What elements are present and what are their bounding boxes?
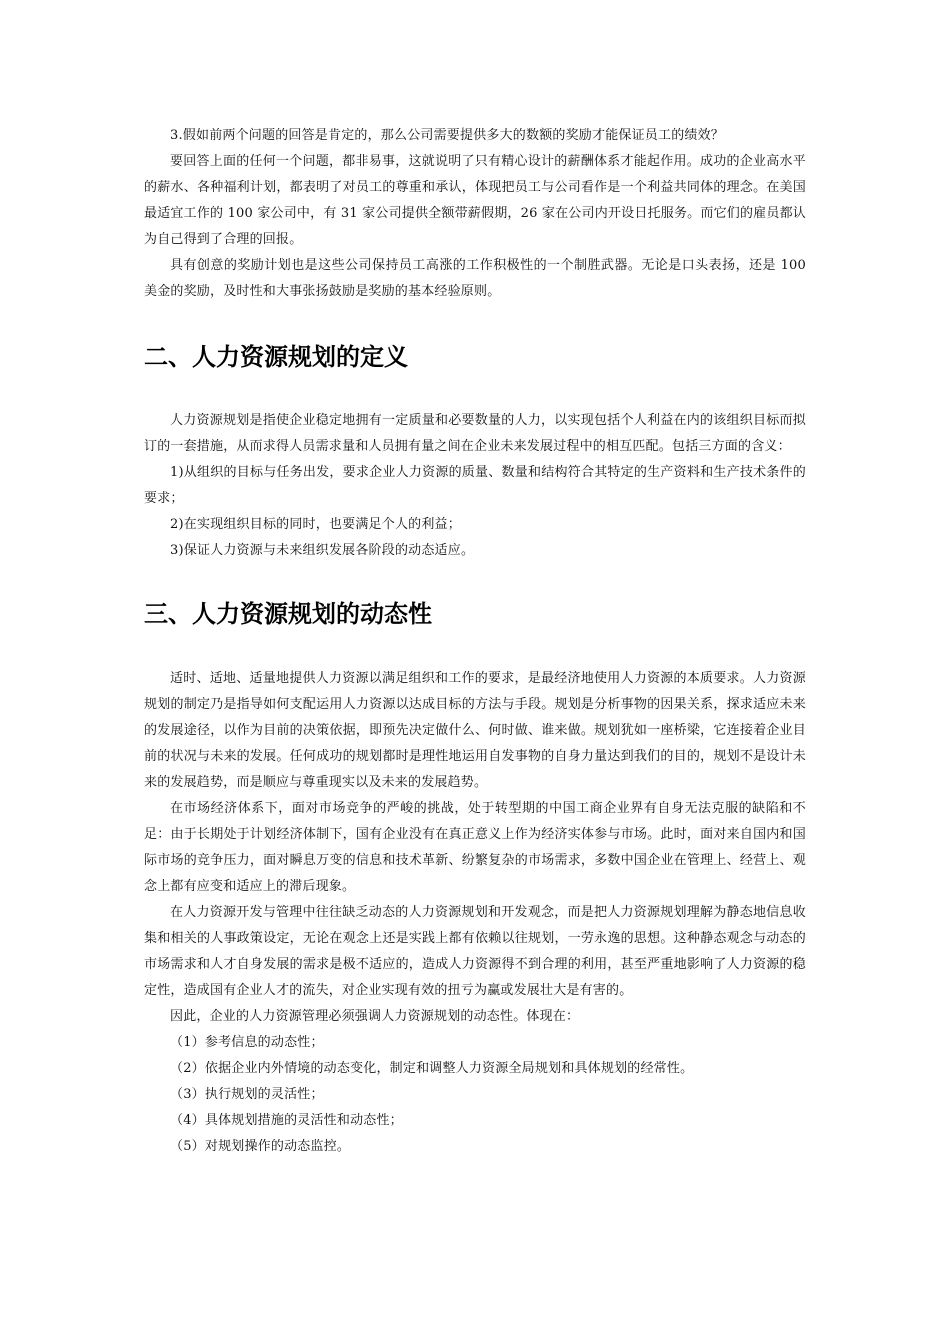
section-2-paragraph-4: 3)保证人力资源与未来组织发展各阶段的动态适应。 [170, 543, 475, 558]
list-item: （5）对规划操作的动态监控。 [170, 1139, 351, 1154]
section-3-paragraph-3: 在人力资源开发与管理中往往缺乏动态的人力资源规划和开发观念，而是把人力资源规划理解为静态地信息收集和相关的人事政策设定，无论在观念上还是实践上都有依赖以往规划，一劳永逸的思想。这种静态观念与动态的市场需求和人才自身发展的需求是极不适应的，造成人力资源得不到合理的利用，甚至严重地影响了人力资源的稳定性，造成国有企业人才的流失，对企业实现有效的扭亏为赢或发展壮大是有害的。 [144, 905, 806, 998]
intro-paragraph-1: 3.假如前两个问题的回答是肯定的，那么公司需要提供多大的数额的奖励才能保证员工的绩效？ [170, 128, 725, 143]
list-item: （4）具体规划措施的灵活性和动态性； [170, 1113, 403, 1128]
list-item: （3）执行规划的灵活性； [170, 1087, 324, 1102]
section-2-paragraph-2: 1)从组织的目标与任务出发，要求企业人力资源的质量、数量和结构符合其特定的生产资料和生产技术条件的要求； [144, 465, 806, 506]
section-3-heading: 三、人力资源规划的动态性 [144, 600, 432, 628]
intro-paragraph-3: 具有创意的奖励计划也是这些公司保持员工高涨的工作积极性的一个制胜武器。无论是口头表扬，还是 100 美金的奖励，及时性和大事张扬鼓励是奖励的基本经验原则。 [144, 258, 806, 299]
section-3-paragraph-2: 在市场经济体系下，面对市场竞争的严峻的挑战，处于转型期的中国工商企业界有自身无法克服的缺陷和不足：由于长期处于计划经济体制下，国有企业没有在真正意义上作为经济实体参与市场。此时，面对来自国内和国际市场的竞争压力，面对瞬息万变的信息和技术革新、纷繁复杂的市场需求，多数中国企业在管理上、经营上、观念上都有应变和适应上的滞后现象。 [144, 801, 806, 894]
section-3-paragraph-4: 因此，企业的人力资源管理必须强调人力资源规划的动态性。体现在： [170, 1009, 580, 1024]
section-2-paragraph-3: 2)在实现组织目标的同时，也要满足个人的利益； [170, 517, 461, 532]
list-item: （2）依据企业内外情境的动态变化，制定和调整人力资源全局规划和具体规划的经常性。 [170, 1061, 694, 1076]
section-2-heading: 二、人力资源规划的定义 [144, 343, 408, 371]
section-3-paragraph-1: 适时、适地、适量地提供人力资源以满足组织和工作的要求，是最经济地使用人力资源的本质要求。人力资源规划的制定乃是指导如何支配运用人力资源以达成目标的方法与手段。规划是分析事物的因果关系，探求适应未来的发展途径，以作为目前的决策依据，即预先决定做什么、何时做、谁来做。规划犹如一座桥梁，它连接着企业目前的状况与未来的发展。任何成功的规划都时是理性地运用自发事物的自身力量达到我们的目的，规划不是设计未来的发展趋势，而是顺应与尊重现实以及未来的发展趋势。 [144, 671, 806, 790]
list-item: （1）参考信息的动态性； [170, 1035, 324, 1050]
intro-paragraph-2: 要回答上面的任何一个问题，都非易事，这就说明了只有精心设计的薪酬体系才能起作用。成功的企业高水平的薪水、各种福利计划，都表明了对员工的尊重和承认，体现把员工与公司看作是一个利益共同体的理念。在美国最适宜工作的 100 家公司中，有 31 家公司提供全额带薪假期，26 家在公司内开设日托服务。而它们的雇员都认为自己得到了合理的回报。 [144, 154, 806, 247]
section-2-paragraph-1: 人力资源规划是指使企业稳定地拥有一定质量和必要数量的人力，以实现包括个人利益在内的该组织目标而拟订的一套措施，从而求得人员需求量和人员拥有量之间在企业未来发展过程中的相互匹配。包括三方面的含义： [144, 413, 806, 454]
document-body [144, 123, 806, 1160]
